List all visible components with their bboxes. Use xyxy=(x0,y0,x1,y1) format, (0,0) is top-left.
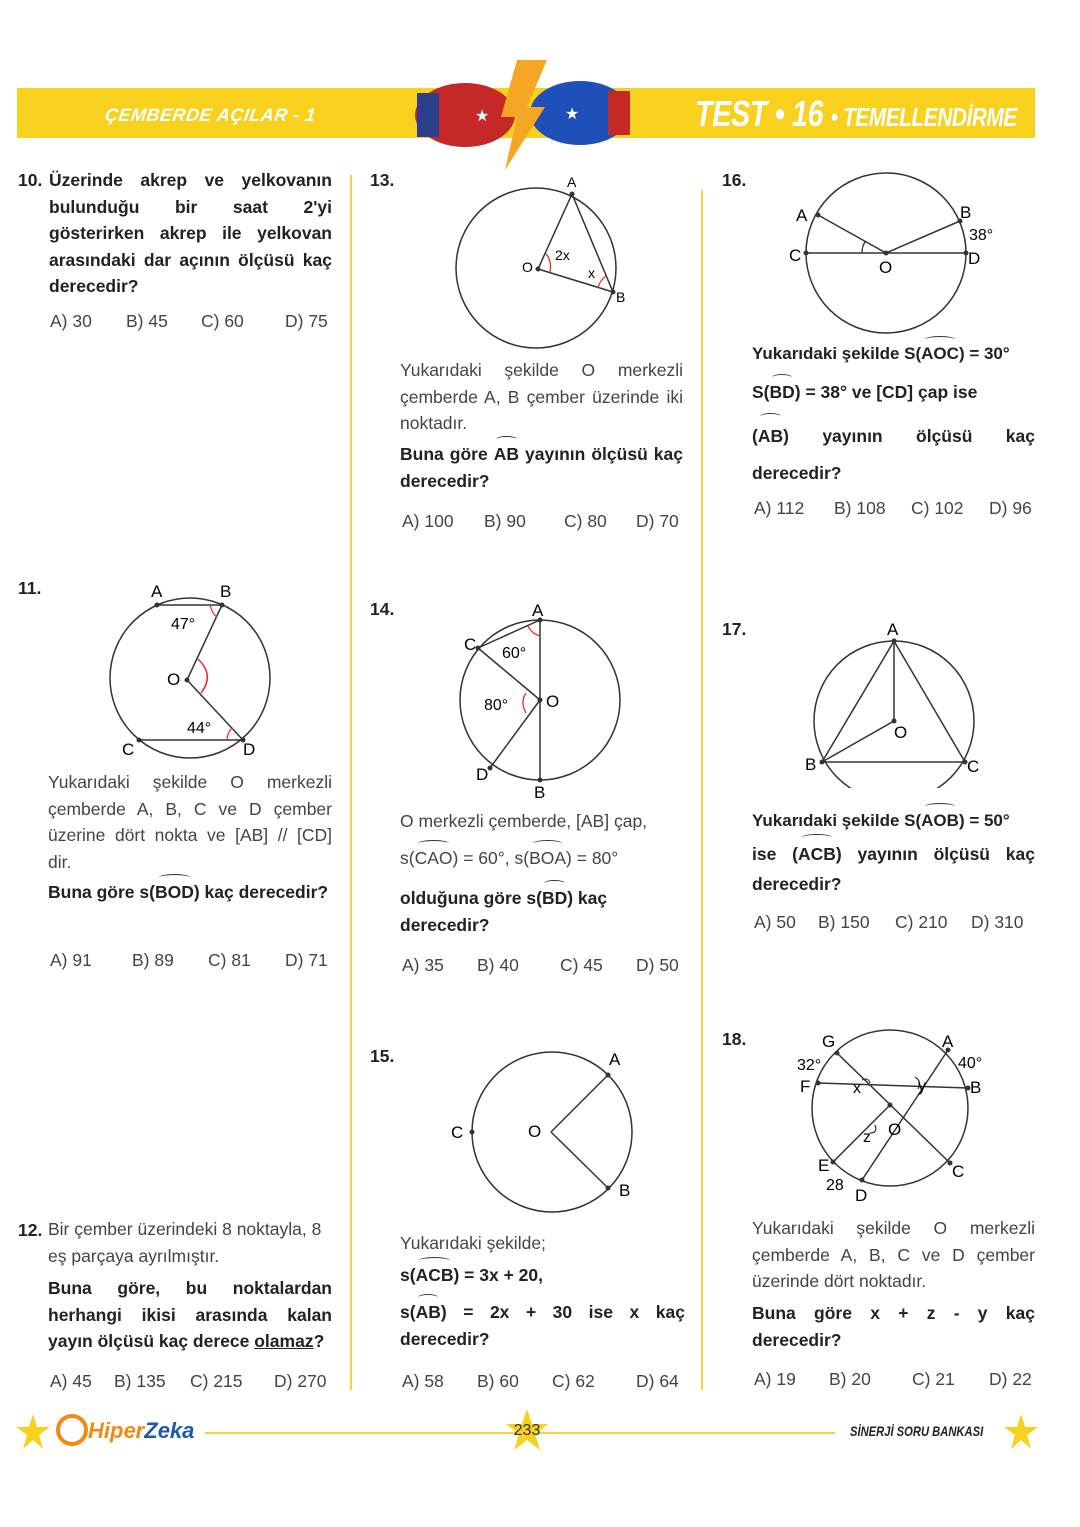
choice-d[interactable]: D) 96 xyxy=(989,498,1032,518)
choice-b[interactable]: B) 20 xyxy=(829,1369,871,1389)
q14-figure xyxy=(450,598,640,808)
series-title: SİNERJİ SORU BANKASI xyxy=(850,1423,984,1439)
label-g: G xyxy=(822,1032,836,1051)
q11-question: Buna göre s(BOD) kaç derecedir? xyxy=(48,879,338,906)
label-d: D xyxy=(476,765,489,784)
label-o: O xyxy=(894,723,908,742)
label-o: O xyxy=(546,692,560,711)
choice-a[interactable]: A) 91 xyxy=(50,950,92,970)
label-c: C xyxy=(967,757,980,776)
label-c: C xyxy=(789,246,802,265)
question-number: 14. xyxy=(370,599,395,619)
q18-question: Buna göre x + z - y kaç derecedir? xyxy=(752,1303,1035,1350)
angle-label: 47° xyxy=(171,616,196,633)
q13-question: Buna göre AB yayının ölçüsü kaç derecedir? xyxy=(400,441,683,494)
label-o: O xyxy=(528,1122,542,1141)
label-e: E xyxy=(818,1156,830,1175)
angle-label: 60° xyxy=(502,645,527,662)
choice-d[interactable]: D) 64 xyxy=(636,1371,679,1391)
question-number: 17. xyxy=(722,619,747,639)
brand-logo: HiperZeka xyxy=(88,1418,195,1443)
angle-label: 44° xyxy=(187,720,212,737)
choice-d[interactable]: D) 50 xyxy=(636,955,679,975)
svg-text:★: ★ xyxy=(565,106,580,123)
choice-d[interactable]: D) 71 xyxy=(285,950,328,970)
choice-a[interactable]: A) 35 xyxy=(402,955,444,975)
angle-label: z xyxy=(863,1129,871,1146)
label-c: C xyxy=(451,1123,464,1142)
label-a: A xyxy=(151,582,163,601)
q10-text: Üzerinde akrep ve yelkovanın bulunduğu bir saat 2'yi gösterirken akrep ile yelkovan arasındaki dar açının ölçüsü kaç derecedir? xyxy=(49,170,332,296)
q14-question: olduğuna göre s(BD) kaç derecedir? xyxy=(400,885,688,938)
q12-choices xyxy=(50,1371,335,1393)
q10-choices xyxy=(50,311,335,333)
choice-c[interactable]: C) 62 xyxy=(552,1371,595,1391)
choice-c[interactable]: C) 81 xyxy=(208,950,251,970)
choice-c[interactable]: C) 215 xyxy=(190,1371,243,1391)
test-title: TEST • 16 • TEMELLENDİRME xyxy=(695,93,1017,134)
q11-stem: Yukarıdaki şekilde O merkezli çemberde A, B, C ve D çember üzerine dört nokta ve [AB] // [CD] dir. xyxy=(48,772,332,872)
label-c: C xyxy=(122,740,135,759)
choice-c[interactable]: C) 45 xyxy=(560,955,603,975)
q15-line2: s(AB) = 2x + 30 ise x kaç derecedir? xyxy=(400,1299,685,1352)
q12-question: Buna göre, bu noktalardan herhangi ikisi arasında kalan yayın ölçüsü kaç derece olamaz? xyxy=(48,1278,332,1351)
label-f: F xyxy=(800,1077,811,1096)
q14-given: s(CAO) = 60°, s(BOA) = 80° xyxy=(400,845,690,872)
q18-stem: Yukarıdaki şekilde O merkezli çemberde A, B, C ve D çember üzerinde dört noktadır. xyxy=(752,1218,1035,1291)
angle-label: 32° xyxy=(797,1057,822,1074)
angle-label: y xyxy=(918,1078,926,1095)
label-o: O xyxy=(167,670,181,689)
q12-stem: Bir çember üzerindeki 8 noktayla, 8 eş parçaya ayrılmıştır. xyxy=(48,1219,322,1266)
label-a: A xyxy=(567,174,577,190)
label-a: A xyxy=(887,620,899,639)
question-number: 18. xyxy=(722,1029,747,1049)
label-o: O xyxy=(888,1120,902,1139)
boxing-gloves-icon xyxy=(405,55,645,170)
choice-b[interactable]: B) 89 xyxy=(132,950,174,970)
q14-choices xyxy=(402,955,687,977)
label-b: B xyxy=(805,755,817,774)
q17-line1: Yukarıdaki şekilde S(AOB) = 50° xyxy=(752,808,1042,835)
choice-a[interactable]: A) 19 xyxy=(754,1369,796,1389)
q15-figure xyxy=(445,1040,645,1220)
label-c: C xyxy=(464,635,477,654)
choice-b[interactable]: B) 60 xyxy=(477,1371,519,1391)
label-c: C xyxy=(952,1162,965,1181)
column-divider xyxy=(701,190,703,1390)
q14-stem: O merkezli çemberde, [AB] çap, xyxy=(400,811,648,831)
column-divider xyxy=(350,175,352,1390)
q18-choices xyxy=(754,1369,1039,1391)
choice-b[interactable]: B) 45 xyxy=(126,311,168,331)
choice-a[interactable]: A) 112 xyxy=(754,498,805,518)
choice-d[interactable]: D) 22 xyxy=(989,1369,1032,1389)
label-b: B xyxy=(616,289,626,305)
star-icon xyxy=(1003,1412,1039,1452)
page-number: 233 xyxy=(513,1422,541,1439)
choice-d[interactable]: D) 310 xyxy=(971,912,1024,932)
label-b: B xyxy=(220,582,232,601)
label-a: A xyxy=(532,601,544,620)
label-a: A xyxy=(796,206,808,225)
svg-text:★: ★ xyxy=(475,108,490,125)
choice-a[interactable]: A) 50 xyxy=(754,912,796,932)
q16-figure xyxy=(780,165,1010,340)
label-o: O xyxy=(879,258,893,277)
choice-c[interactable]: C) 80 xyxy=(564,511,607,531)
choice-a[interactable]: A) 58 xyxy=(402,1371,444,1391)
angle-label: 80° xyxy=(484,697,509,714)
label-a: A xyxy=(942,1032,954,1051)
q17-choices xyxy=(754,912,1039,934)
q15-choices xyxy=(402,1371,687,1393)
choice-c[interactable]: C) 60 xyxy=(201,311,244,331)
choice-b[interactable]: B) 108 xyxy=(834,498,886,518)
label-d: D xyxy=(968,249,981,268)
q17-line2: ise (ACB) yayının ölçüsü kaç derecedir? xyxy=(752,839,1035,899)
q17-figure xyxy=(795,618,995,788)
q16-choices xyxy=(754,498,1039,520)
label-b: B xyxy=(960,203,972,222)
angle-label: 2x xyxy=(555,247,570,263)
angle-label: x xyxy=(853,1080,861,1097)
q15-stem: Yukarıdaki şekilde; xyxy=(400,1233,546,1253)
angle-label: 40° xyxy=(958,1055,983,1072)
choice-b[interactable]: B) 40 xyxy=(477,955,519,975)
choice-d[interactable]: D) 270 xyxy=(274,1371,327,1391)
choice-c[interactable]: C) 21 xyxy=(912,1369,955,1389)
choice-a[interactable]: A) 45 xyxy=(50,1371,92,1391)
label-b: B xyxy=(970,1078,982,1097)
q15-line1: s(ACB) = 3x + 20, xyxy=(400,1262,690,1289)
question-number: 16. xyxy=(722,170,747,190)
label-b: B xyxy=(619,1181,631,1200)
choice-b[interactable]: B) 135 xyxy=(114,1371,166,1391)
q16-line3: (AB) yayının ölçüsü kaç derecedir? xyxy=(752,418,1035,492)
angle-label: 38° xyxy=(969,227,994,244)
star-icon xyxy=(15,1412,51,1452)
brand-logo-icon xyxy=(55,1412,91,1448)
label-d: D xyxy=(855,1186,868,1205)
choice-a[interactable]: A) 100 xyxy=(402,511,454,531)
q13-choices xyxy=(402,511,687,533)
q16-line1: Yukarıdaki şekilde S(AOC) = 30° xyxy=(752,341,1042,368)
choice-d[interactable]: D) 75 xyxy=(285,311,328,331)
q16-line2: S(BD) = 38° ve [CD] çap ise xyxy=(752,379,1037,406)
label-o: O xyxy=(522,259,533,275)
choice-c[interactable]: C) 102 xyxy=(911,498,964,518)
angle-label: x xyxy=(588,265,595,281)
q18-figure xyxy=(790,1025,1000,1205)
question-number: 12. xyxy=(18,1220,43,1240)
choice-a[interactable]: A) 30 xyxy=(50,311,92,331)
q11-choices xyxy=(50,950,335,972)
q11-figure xyxy=(95,575,295,765)
question-number: 11. xyxy=(18,578,42,598)
choice-b[interactable]: B) 90 xyxy=(484,511,526,531)
angle-label: 28 xyxy=(826,1177,844,1194)
label-b: B xyxy=(534,783,546,802)
section-title: ÇEMBERDE AÇILAR - 1 xyxy=(103,105,318,125)
choice-c[interactable]: C) 210 xyxy=(895,912,948,932)
question-number: 15. xyxy=(370,1046,395,1066)
choice-b[interactable]: B) 150 xyxy=(818,912,870,932)
q13-stem: Yukarıdaki şekilde O merkezli çemberde A, B çember üzerinde iki noktadır. xyxy=(400,360,683,433)
question-number: 13. xyxy=(370,170,395,190)
choice-d[interactable]: D) 70 xyxy=(636,511,679,531)
label-d: D xyxy=(243,740,256,759)
label-a: A xyxy=(609,1050,621,1069)
question-number: 10. xyxy=(18,170,43,190)
q13-figure xyxy=(450,172,640,352)
